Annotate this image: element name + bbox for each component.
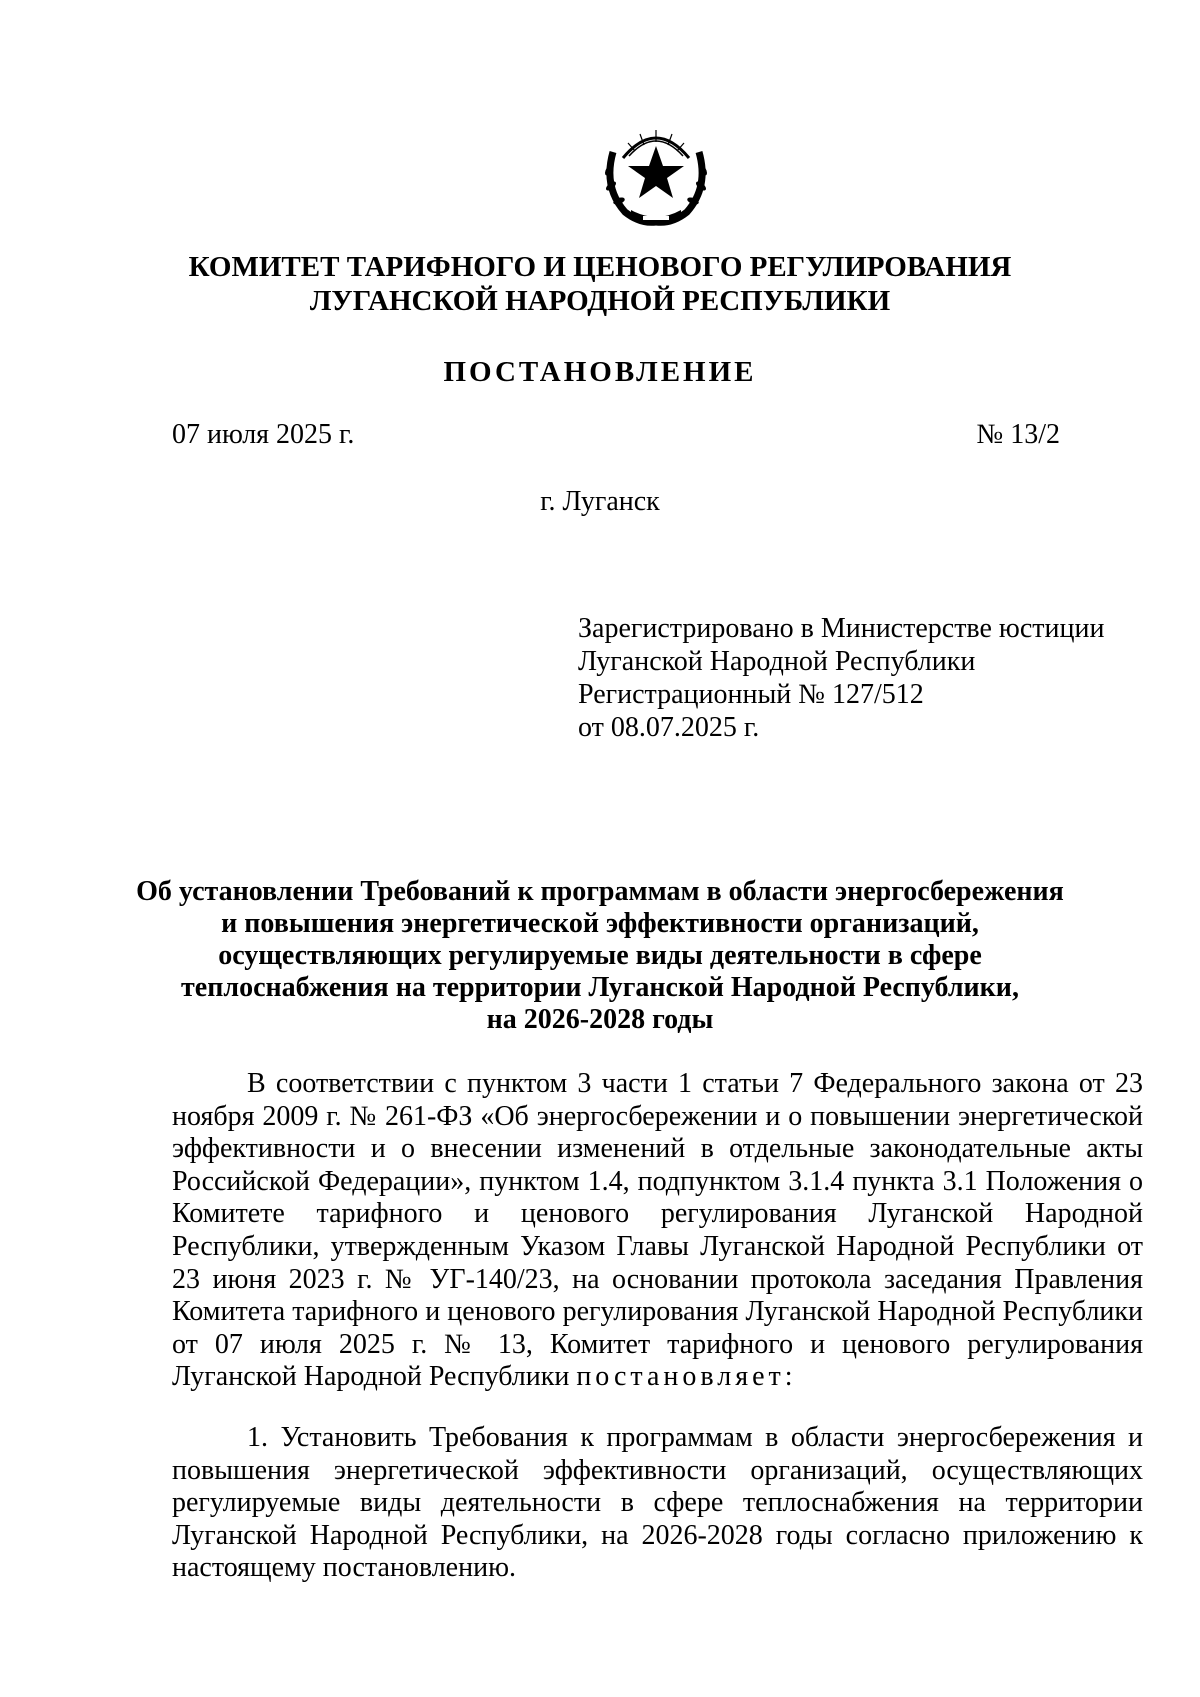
issuing-authority <box>0 250 1200 318</box>
decree-word: постановляет: <box>576 1361 797 1393</box>
document-date: 07 июля 2025 г. <box>172 419 355 450</box>
document-type: ПОСТАНОВЛЕНИЕ <box>443 356 757 388</box>
clause-1-paragraph: 1. Установить Требования к программам в области энергосбережения и повышения энергетической эффективности организаций, осуществляющих регулируемые виды деятельности в сфере теплоснабжения на территории Луганской Народной Республики, на 2026-2028 годы согласно приложению к настоящему постановлению. <box>172 1422 1143 1584</box>
preamble-text: В соответствии с пунктом 3 части 1 статьи 7 Федерального закона от 23 ноября 2009 г. № 261-ФЗ «Об энергосбережении и о повышении энергетической эффективности и о внесении изменений в отдельные законодательные акты Российской Федерации», пунктом 1.4, подпунктом 3.1.4 пункта 3.1 Положения о Комитете тарифного и ценового регулирования Луганской Народной Республики, утвержденным Указом Главы Луганской Народной Республики от 23 июня 2023 г. № УГ-140/23, на основании протокола заседания Правления Комитета тарифного и ценового регулирования Луганской Народной Республики от 07 июля 2025 г. № 13, Комитет тарифного и ценового регулирования Луганской Народной Республики <box>172 1068 1143 1393</box>
preamble-paragraph <box>172 1068 1143 1394</box>
document-city: г. Луганск <box>540 486 660 517</box>
title-line5: на 2026-2028 годы <box>486 1004 714 1035</box>
registration-line2: Луганской Народной Республики <box>578 646 976 677</box>
title-line1: Об установлении Требований к программам в области энергосбережения <box>136 876 1064 907</box>
registration-line1: Зарегистрировано в Министерстве юстиции <box>578 613 1105 644</box>
registration-stamp <box>578 612 1104 744</box>
document-title <box>0 876 1200 1036</box>
registration-line4: от 08.07.2025 г. <box>578 712 760 743</box>
document-number: № 13/2 <box>976 419 1060 450</box>
title-line3: осуществляющих регулируемые виды деятельности в сфере <box>218 940 982 971</box>
coat-of-arms-icon <box>595 112 717 234</box>
issuing-authority-line1: КОМИТЕТ ТАРИФНОГО И ЦЕНОВОГО РЕГУЛИРОВАНИЯ <box>188 251 1012 283</box>
title-line4: теплоснабжения на территории Луганской Народной Республики, <box>181 972 1019 1003</box>
title-line2: и повышения энергетической эффективности организаций, <box>221 908 979 939</box>
registration-line3: Регистрационный № 127/512 <box>578 679 924 710</box>
issuing-authority-line2: ЛУГАНСКОЙ НАРОДНОЙ РЕСПУБЛИКИ <box>309 285 891 317</box>
